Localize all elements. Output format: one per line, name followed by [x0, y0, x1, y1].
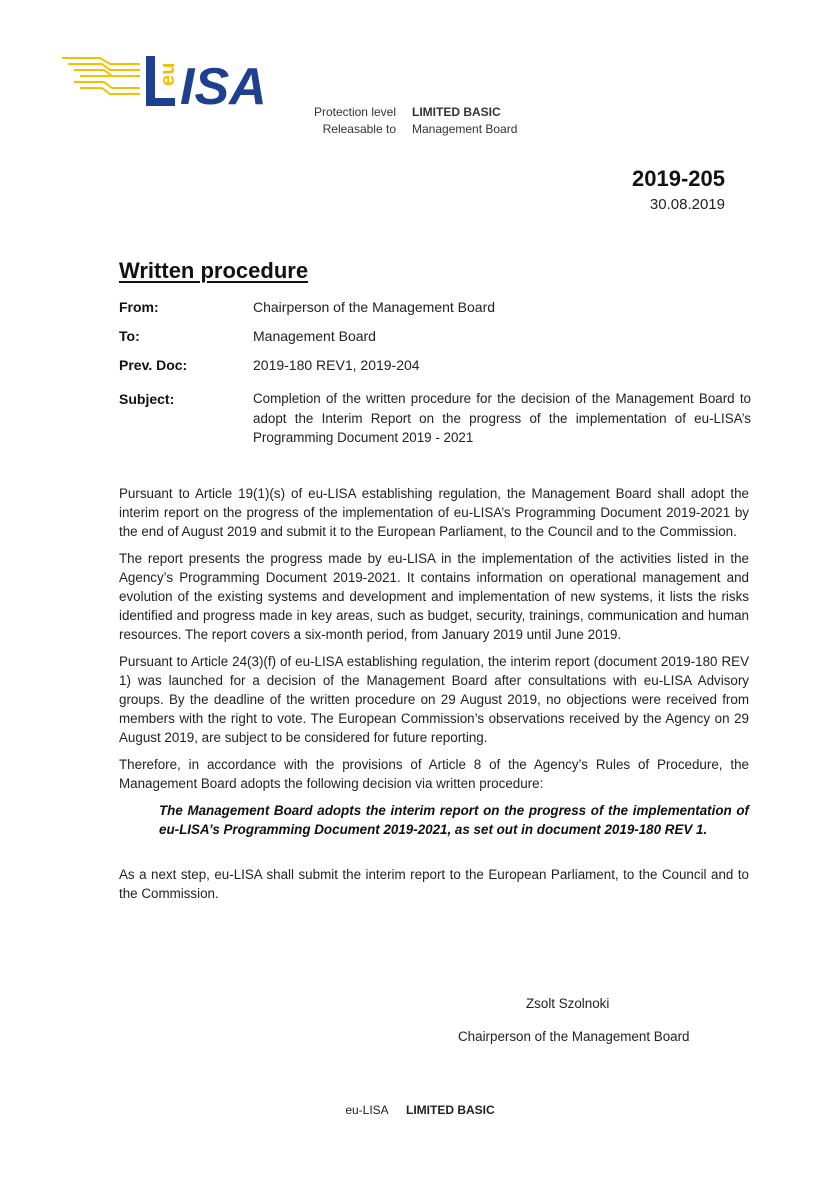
to-field — [119, 327, 751, 346]
eu-lisa-logo — [60, 50, 285, 110]
prev-doc-value: 2019-180 REV1, 2019-204 — [253, 357, 420, 373]
protection-value: LIMITED BASIC — [412, 105, 501, 119]
signatory-name: Zsolt Szolnoki — [526, 996, 610, 1011]
decision-text: The Management Board adopts the interim report on the progress of the implementation of eu-LISA’s Programming Document 2019-2021, as set out in document 2019-180 REV 1. — [159, 803, 749, 837]
to-label: To: — [119, 328, 140, 344]
subject-field — [119, 389, 751, 448]
prev-doc-field — [119, 356, 751, 375]
document-date: 30.08.2019 — [649, 196, 725, 213]
document-title: Written procedure — [119, 258, 309, 283]
document-number: 2019-205 — [632, 166, 725, 191]
prev-doc-label: Prev. Doc: — [119, 357, 188, 373]
subject-value: Completion of the written procedure for the decision of the Management Board to adopt the Interim Report on the progress of the implementation of eu-LISA’s Programming Document 2019 - 2021 — [253, 391, 751, 445]
document-body — [119, 484, 749, 911]
subject-label: Subject: — [119, 391, 175, 407]
from-field — [119, 298, 751, 317]
svg-text:ISA: ISA — [180, 58, 267, 110]
protection-row — [295, 104, 517, 121]
paragraph-1: Pursuant to Article 19(1)(s) of eu-LISA establishing regulation, the Management Board shall adopt the interim report on the progress of the implementation of eu-LISA’s Programming Document 2019-2021 by the end of August 2019 and submit it to the European Parliament, to the Council and to the Commission. — [119, 486, 749, 539]
document-reference — [632, 166, 725, 213]
svg-text:eu: eu — [157, 62, 179, 86]
protection-label: Protection level — [313, 105, 396, 119]
paragraph-3: Pursuant to Article 24(3)(f) of eu-LISA establishing regulation, the interim report (document 2019-180 REV 1) was launched for a decision of the Management Board after consultations with eu-LISA Advisory groups. By the deadline of the written procedure on 29 August 2019, no objections were received from members with the right to vote. The European Commission’s observations received by the Agency on 29 August 2019, are subject to be considered for future reporting. — [119, 654, 749, 745]
to-value: Management Board — [253, 328, 376, 344]
footer-level: LIMITED BASIC — [406, 1103, 495, 1117]
page-footer — [0, 1103, 840, 1117]
releasable-label: Releasable to — [322, 122, 396, 136]
paragraph-2: The report presents the progress made by eu-LISA in the implementation of the activities listed in the Agency’s Programming Document 2019-2021. It contains information on operational management and evolution of the existing systems and development and implementation of new systems, it lists the risks identified and progress made in key areas, such as budget, security, trainings, communication and human resources. The report covers a six-month period, from January 2019 until June 2019. — [119, 551, 749, 642]
header-fields — [119, 298, 751, 458]
releasable-value: Management Board — [412, 122, 518, 136]
paragraph-5: As a next step, eu-LISA shall submit the interim report to the European Parliament, to the Council and to the Commission. — [119, 867, 749, 901]
paragraph-4: Therefore, in accordance with the provisions of Article 8 of the Agency’s Rules of Procedure, the Management Board adopts the following decision via written procedure: — [119, 757, 749, 791]
classification-block — [295, 104, 517, 138]
signatory-role: Chairperson of the Management Board — [458, 1029, 690, 1044]
from-label: From: — [119, 299, 159, 315]
releasable-row — [295, 121, 517, 138]
footer-org: eu-LISA — [345, 1103, 389, 1117]
from-value: Chairperson of the Management Board — [253, 299, 496, 315]
